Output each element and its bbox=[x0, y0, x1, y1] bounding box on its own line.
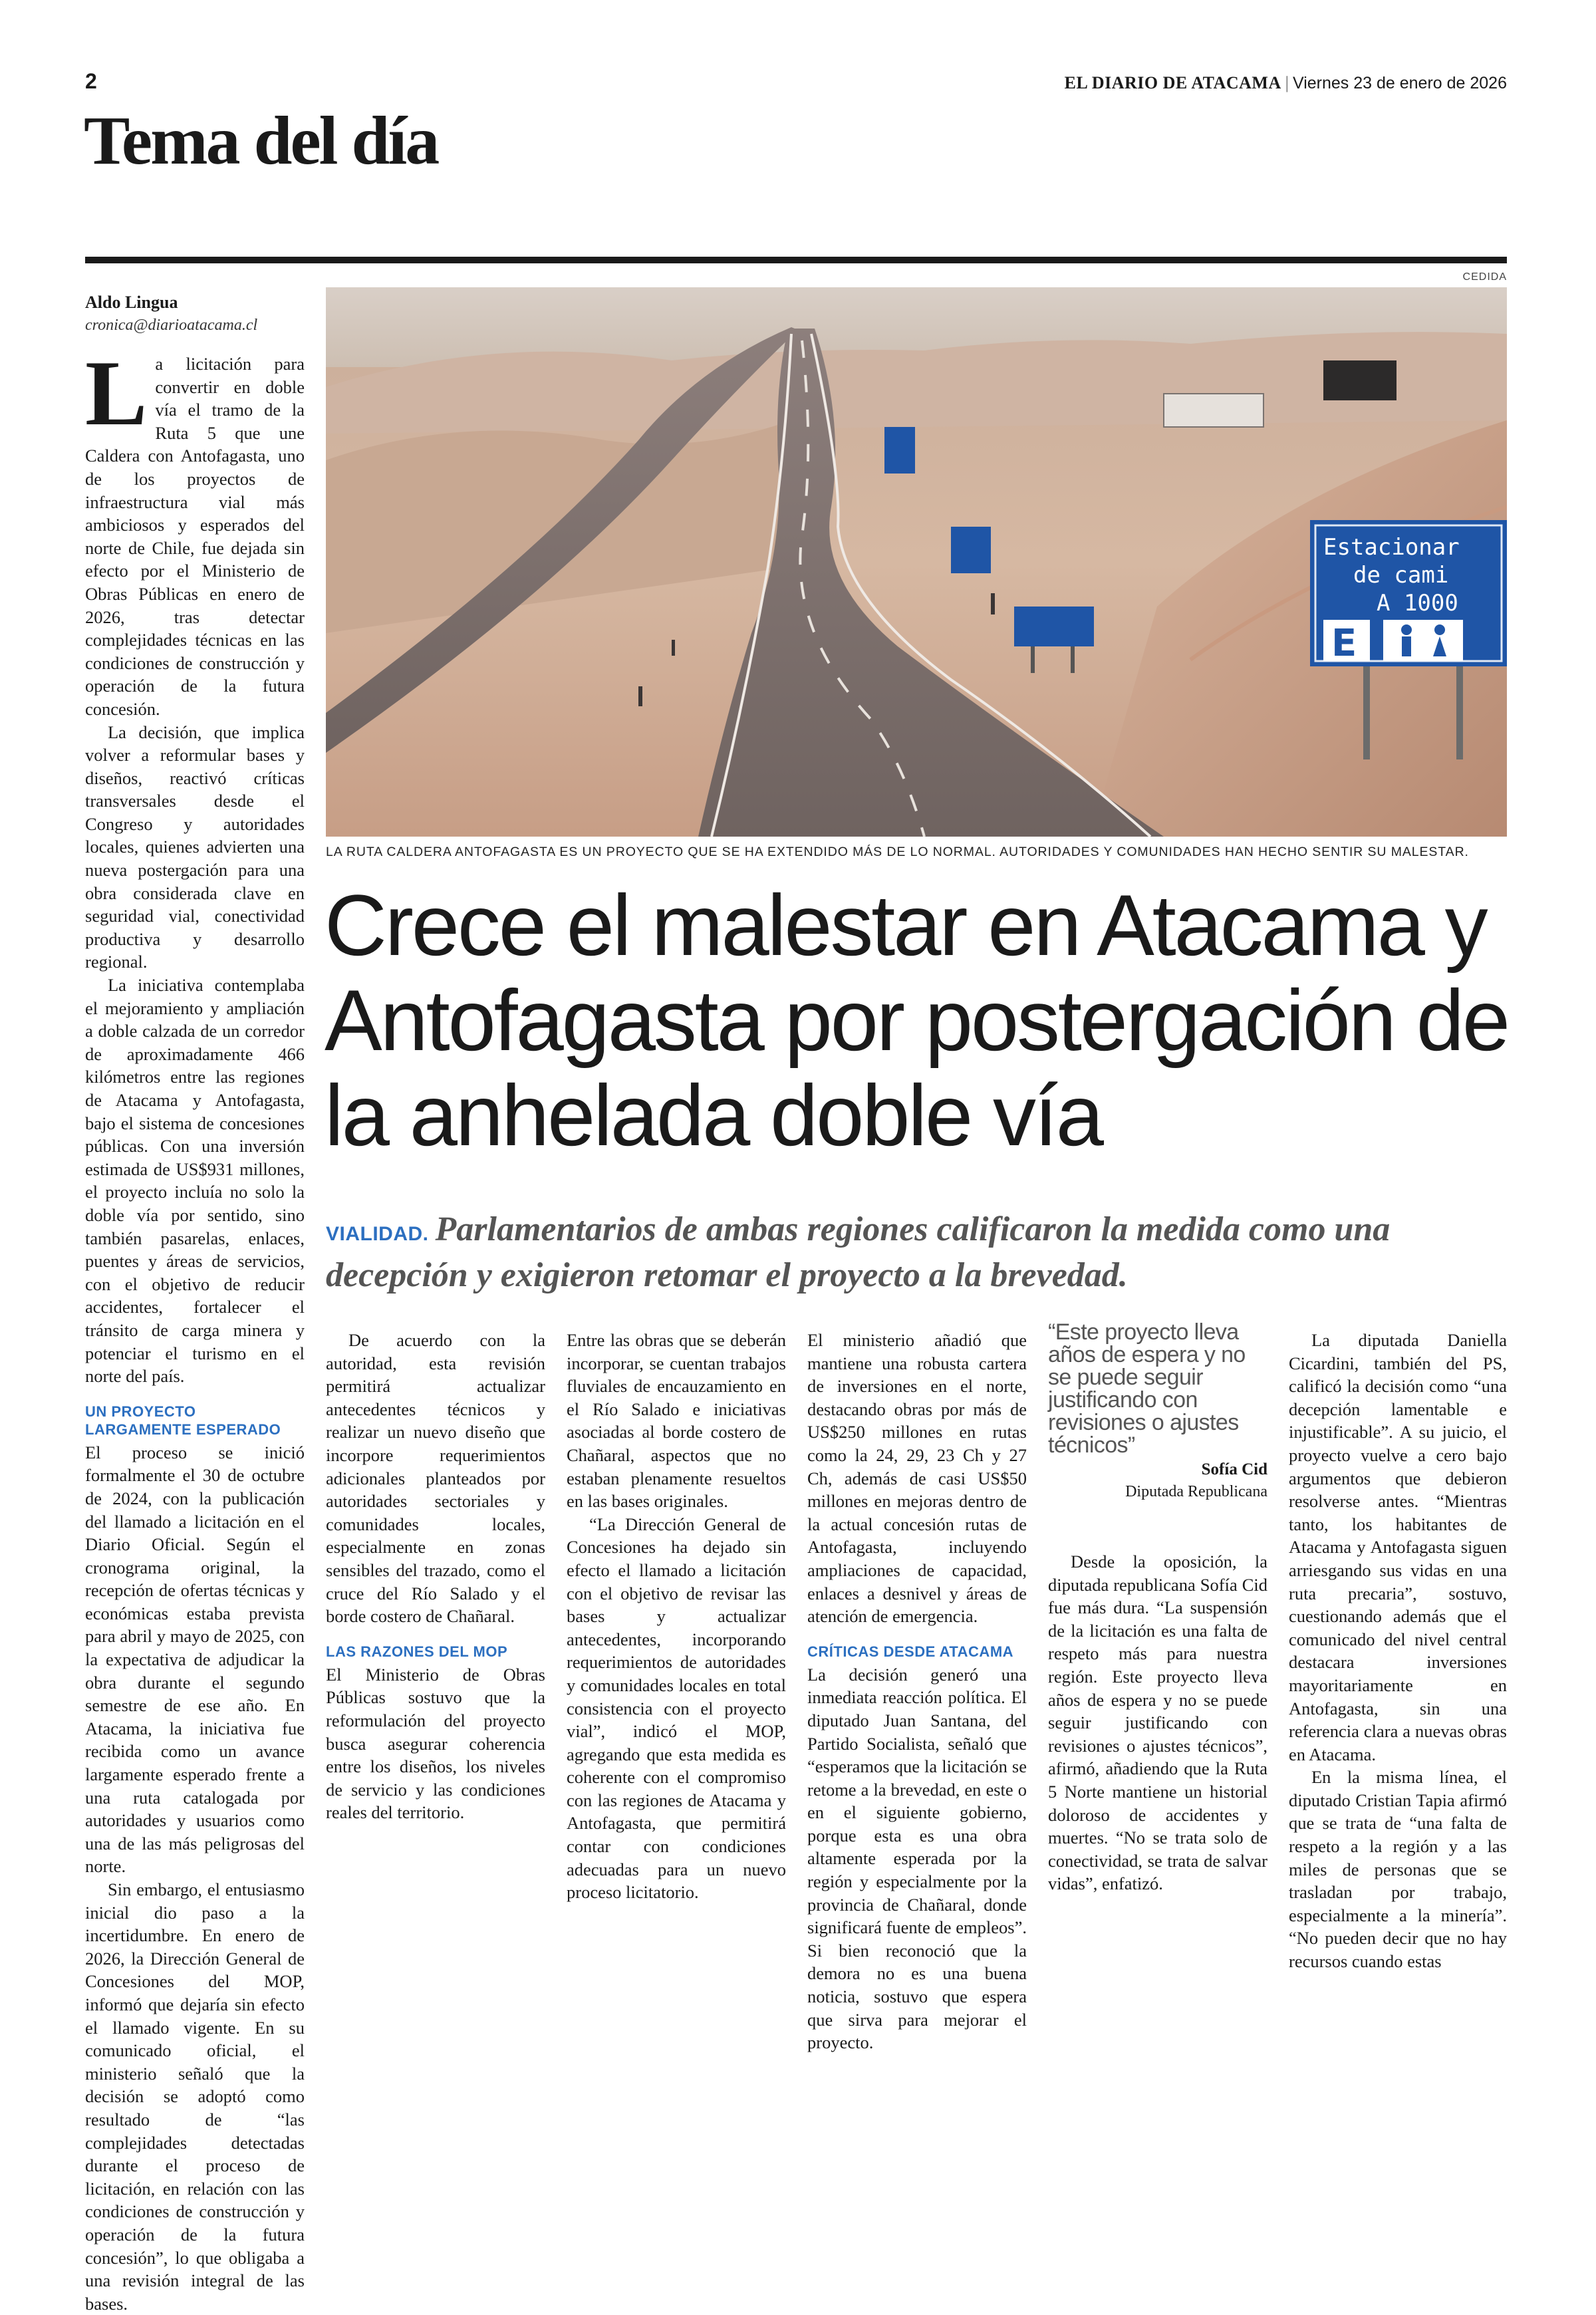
article-headline: Crece el malestar en Atacama y Antofagasta por postergación de la anhelada doble vía bbox=[325, 877, 1508, 1164]
paragraph: La diputada Daniella Cicardini, también del PS, calificó la decisión como “una decepción lamentable e injustificable”. A su juicio, el proyecto vuelve a cero bajo argumentos que debieron resolverse antes. “Mientras tanto, los habitantes de Atacama y Antofagasta siguen arriesgando sus vidas en una ruta precaria”, sostuvo, cuestionando además que el comunicado del nivel central destacara inversiones mayoritariamente en Antofagasta, sin una referencia clara a nuevas obras en Atacama. bbox=[1289, 1330, 1507, 1764]
subhead-criticas: CRÍTICAS DESDE ATACAMA bbox=[807, 1643, 1014, 1660]
article-column-3 bbox=[567, 1329, 786, 1904]
paragraph: La decisión generó una inmediata reacción política. El diputado Juan Santana, del Partido Socialista, señaló que “esperamos que la licitación se retome a la brevedad, en este o en el siguiente gobierno, porque esta es una obra altamente esperada por la región y especialmente por la provincia de Chañaral, donde significará fuente de empleos”. Si bien reconoció que la demora no es una buena noticia, sostuvo que espera que sirva para mejorar el proyecto. bbox=[807, 1664, 1027, 2053]
article-column-5 bbox=[1048, 1550, 1267, 1895]
deck-text: Parlamentarios de ambas regiones calificaron la medida como una decepción y exigieron retomar el proyecto a la brevedad. bbox=[326, 1210, 1391, 1294]
paper-name: EL DIARIO DE ATACAMA bbox=[1064, 73, 1281, 92]
paragraph: La decisión, que implica volver a reformular bases y diseños, reactivó críticas transversales desde el Congreso y autoridades locales, quienes advierten una nueva postergación para una obra considerada clave en seguridad vial, conectividad productiva y desarrollo regional. bbox=[85, 722, 305, 972]
masthead-separator: | bbox=[1285, 73, 1289, 92]
pull-quote: “Este proyecto lleva años de espera y no se puede seguir justificando con revisiones o ajustes técnicos” bbox=[1048, 1319, 1246, 1458]
sign-letter: E bbox=[1331, 622, 1357, 665]
page-number: 2 bbox=[85, 69, 97, 93]
issue-date: Viernes 23 de enero de 2026 bbox=[1292, 74, 1507, 92]
paragraph: El Ministerio de Obras Públicas sostuvo que la reformulación del proyecto busca asegurar coherencia entre los diseños, los niveles de servicio y las condiciones reales del territorio. bbox=[326, 1664, 545, 1823]
drop-cap: L bbox=[85, 342, 148, 445]
sign-line3: A 1000 bbox=[1377, 590, 1458, 616]
restroom-icon bbox=[1401, 624, 1412, 635]
paragraph: “La Dirección General de Concesiones ha dejado sin efecto el llamado a licitación con el objetivo de revisar las bases y actualizar antecedentes, incorporando requerimientos de autoridades y comunidades locales en total consistencia con el proyecto vial”, indicó el MOP, agregando que esta medida es coherente con el compromiso con las regiones de Atacama y Antofagasta, que permitirá contar con condiciones adecuadas para un nuevo proceso licitatorio. bbox=[567, 1514, 786, 1903]
subhead-razones: LAS RAZONES DEL MOP bbox=[326, 1643, 508, 1660]
pull-quote-author: Sofía Cid bbox=[1201, 1460, 1267, 1478]
article-deck bbox=[326, 1209, 1510, 1296]
article-column-2 bbox=[326, 1329, 545, 1824]
photo-caption: LA RUTA CALDERA ANTOFAGASTA ES UN PROYECTO QUE SE HA EXTENDIDO MÁS DE LO NORMAL. AUTORIDADES Y COMUNIDADES HAN HECHO SENTIR SU MALESTAR. bbox=[326, 845, 1469, 859]
pull-quote-role: Diputada Republicana bbox=[1125, 1483, 1267, 1500]
masthead bbox=[1065, 73, 1507, 93]
paragraph-lead: La licitación para convertir en doble vía el tramo de la Ruta 5 que une Caldera con Antofagasta, uno de los proyectos de infraestructura vial más ambiciosos y esperados del norte de Chile, fue dejada sin efecto por el Ministerio de Obras Públicas en enero de 2026, tras detectar complejidades técnicas en las condiciones de construcción y operación de la futura concesión. bbox=[85, 342, 305, 719]
byline-author: Aldo Lingua bbox=[85, 293, 178, 312]
section-rule bbox=[85, 257, 1507, 263]
road-photo bbox=[326, 287, 1507, 837]
sign-line1: Estacionar bbox=[1323, 534, 1460, 561]
paragraph: De acuerdo con la autoridad, esta revisión permitirá actualizar antecedentes técnicos y realizar un nuevo diseño que incorpore requerimientos adicionales planteados por autoridades sectoriales y comunidades locales, especialmente en zonas sensibles del trazado, como el cruce del Río Salado y el borde costero de Chañaral. bbox=[326, 1330, 545, 1627]
sign-line2: de cami bbox=[1353, 562, 1449, 589]
paragraph: El proceso se inició formalmente el 30 de octubre de 2024, con la publicación del llamado a licitación en el Diario Oficial. Según el cronograma original, la recepción de ofertas técnicas y económicas estaba prevista para abril y mayo de 2025, con la expectativa de adjudicar la obra durante el segundo semestre de ese año. En Atacama, la iniciativa fue recibida como un avance largamente esperado frente a una ruta catalogada por autoridades y usuarios como una de las más peligrosas del norte. bbox=[85, 1442, 305, 1877]
article-column-4 bbox=[807, 1329, 1027, 2054]
byline-email: cronica@diarioatacama.cl bbox=[85, 317, 258, 334]
section-title: Tema del día bbox=[84, 102, 438, 179]
paragraph: Desde la oposición, la diputada republicana Sofía Cid fue más dura. “La suspensión de la licitación es una falta de respeto más para nuestra región. Este proyecto lleva años de espera y no se puede seguir justificando con revisiones o ajustes técnicos”, afirmó, añadiendo que la Ruta 5 Norte mantiene un historial doloroso de accidentes y muertes. “No se trata solo de conectividad, se trata de salvar vidas”, enfatizó. bbox=[1048, 1552, 1267, 1894]
photo-credit: CEDIDA bbox=[1462, 271, 1507, 283]
subhead-proyecto: UN PROYECTO LARGAMENTE ESPERADO bbox=[85, 1403, 281, 1438]
deck-kicker: VIALIDAD. bbox=[326, 1223, 429, 1245]
paragraph: El ministerio añadió que mantiene una robusta cartera de inversiones en el norte, destacando obras por más de US$250 millones en rutas como la 24, 29, 23 Ch y 27 Ch, además de casi US$50 millones en mejoras dentro de la actual concesión rutas de Antofagasta, incluyendo ampliaciones de capacidad, enlaces a desnivel y áreas de atención de emergencia. bbox=[807, 1330, 1027, 1627]
article-column-6 bbox=[1289, 1329, 1507, 1973]
paragraph: Sin embargo, el entusiasmo inicial dio paso a la incertidumbre. En enero de 2026, la Dirección General de Concesiones del MOP, informó que dejaría sin efecto el llamado vigente. En su comunicado oficial, el ministerio señaló que la decisión se adoptó como resultado de “las complejidades detectadas durante el proceso de licitación, en relación con las condiciones de construcción y operación de la futura concesión”, lo que obligaba a una revisión integral de las bases. bbox=[85, 1879, 305, 2314]
paragraph: En la misma línea, el diputado Cristian Tapia afirmó que se trata de “una falta de respeto a la región y a las miles de personas que se trasladan por trabajo, especialmente a la minería”. “No pueden decir que no hay recursos cuando estas bbox=[1289, 1767, 1507, 1972]
paragraph: La iniciativa contemplaba el mejoramiento y ampliación a doble calzada de un corredor de aproximadamente 466 kilómetros entre las regiones de Atacama y Antofagasta, bajo el sistema de concesiones públicas. Con una inversión estimada de US$931 millones, el proyecto incluía no solo la doble vía por sentido, sino también pasarelas, enlaces, puentes y áreas de servicios, con el objetivo de reducir accidentes, fortalecer el tránsito de carga minera y potenciar el turismo en el norte del país. bbox=[85, 975, 305, 1387]
paragraph: Entre las obras que se deberán incorporar, se cuentan trabajos fluviales de encauzamiento en el Río Salado e iniciativas asociadas al borde costero de Chañaral, aspectos que no estaban plenamente resueltos en las bases originales. bbox=[567, 1330, 786, 1512]
article-column-1 bbox=[85, 342, 305, 2315]
